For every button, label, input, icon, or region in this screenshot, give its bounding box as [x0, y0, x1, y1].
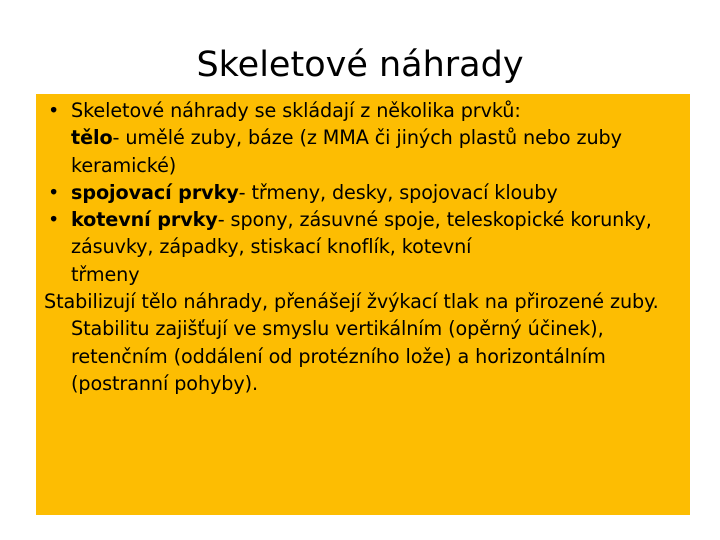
bullet-marker: •: [48, 180, 60, 204]
term-spojovaci-prvky: spojovací prvky: [71, 180, 239, 204]
slide-title: Skeletové náhrady: [196, 45, 524, 85]
bullet-marker: •: [48, 99, 60, 122]
bullet-paragraph-2: [44, 179, 684, 206]
paragraph-3-description: - spony, zásuvné spoje, teleskopické korunky, zásuvky, západky, stiskací knoflík, kotevní: [71, 208, 652, 259]
content-box: [36, 94, 690, 515]
bullet-marker: •: [48, 208, 60, 232]
paragraph-2-description: - třmeny, desky, spojovací klouby: [238, 180, 558, 204]
paragraph-3-last-line: třmeny: [71, 262, 140, 286]
bullet-paragraph-3: [44, 206, 684, 288]
bullet-paragraph-1: [44, 97, 684, 179]
paragraph-1-description: - umělé zuby, báze (z MMA či jiných plastů nebo zuby keramické): [71, 126, 622, 177]
paragraph-1-intro: Skeletové náhrady se skládají z několika prvků:: [71, 99, 521, 122]
term-telo: tělo: [71, 126, 113, 150]
term-kotevni-prvky: kotevní prvky: [71, 208, 218, 232]
closing-paragraph: Stabilizují tělo náhrady, přenášejí žvýkací tlak na přirozené zuby. Stabilitu zajišťují ve smyslu vertikálním (opěrný účinek), retenčním (oddálení od protézního lože) a horizontálním (postranní pohyby).: [44, 290, 659, 395]
